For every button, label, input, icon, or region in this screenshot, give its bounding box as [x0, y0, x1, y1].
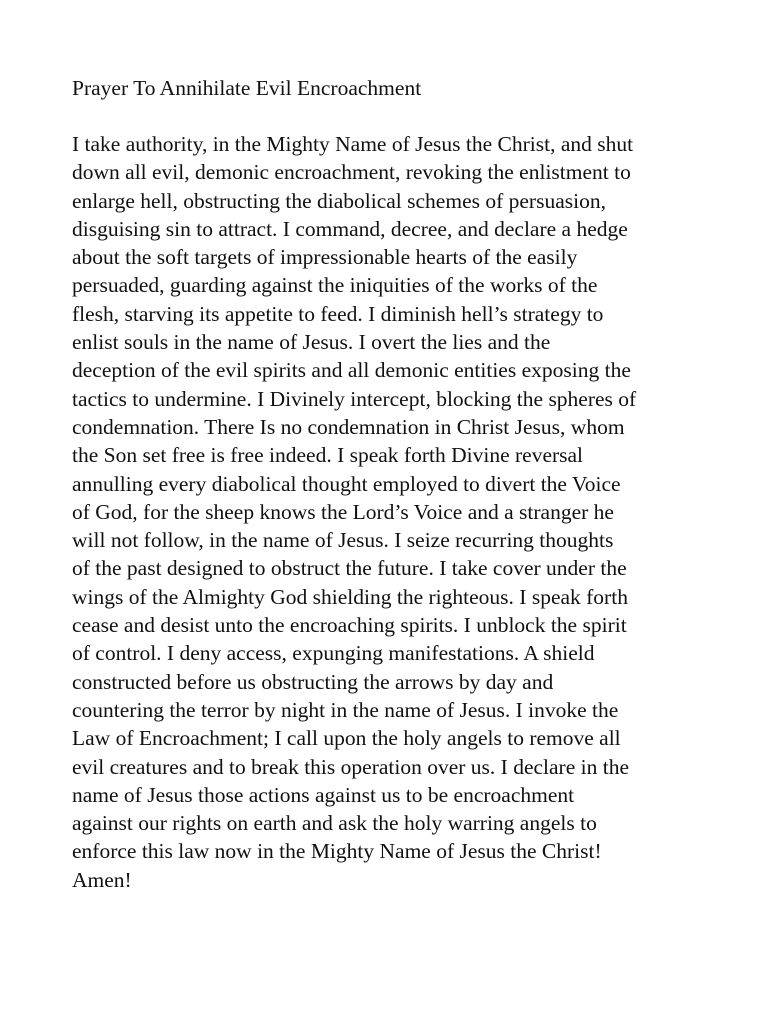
body-line: enlarge hell, obstructing the diabolical schemes of persuasion, [72, 188, 606, 213]
body-line: against our rights on earth and ask the holy warring angels to [72, 811, 597, 836]
body-line: cease and desist unto the encroaching spirits. I unblock the spirit [72, 613, 627, 638]
body-line: annulling every diabolical thought employed to divert the Voice [72, 471, 621, 496]
body-line: name of Jesus those actions against us to be encroachment [72, 782, 575, 807]
body-line: constructed before us obstructing the arrows by day and [72, 669, 554, 694]
body-line: Amen! [72, 867, 132, 892]
body-line: enlist souls in the name of Jesus. I overt the lies and the [72, 330, 551, 355]
body-line: disguising sin to attract. I command, decree, and declare a hedge [72, 216, 628, 241]
body-line: of control. I deny access, expunging manifestations. A shield [72, 641, 595, 666]
body-line: the Son set free is free indeed. I speak forth Divine reversal [72, 443, 584, 468]
document-body [72, 130, 712, 894]
body-line: enforce this law now in the Mighty Name of Jesus the Christ! [72, 839, 602, 864]
body-line: will not follow, in the name of Jesus. I seize recurring thoughts [72, 528, 614, 553]
body-line: persuaded, guarding against the iniquities of the works of the [72, 273, 598, 298]
body-line: condemnation. There Is no condemnation in Christ Jesus, whom [72, 414, 625, 439]
body-line: about the soft targets of impressionable hearts of the easily [72, 245, 578, 270]
body-line: evil creatures and to break this operation over us. I declare in the [72, 754, 629, 779]
body-line: Law of Encroachment; I call upon the holy angels to remove all [72, 726, 621, 751]
body-line: deception of the evil spirits and all demonic entities exposing the [72, 358, 631, 383]
body-line: I take authority, in the Mighty Name of Jesus the Christ, and shut [72, 132, 634, 156]
body-line: countering the terror by night in the name of Jesus. I invoke the [72, 697, 619, 722]
document-title: Prayer To Annihilate Evil Encroachment [72, 76, 422, 100]
body-line: of God, for the sheep knows the Lord’s Voice and a stranger he [72, 499, 614, 524]
body-line: wings of the Almighty God shielding the righteous. I speak forth [72, 584, 628, 609]
body-line: flesh, starving its appetite to feed. I diminish hell’s strategy to [72, 301, 604, 326]
body-line: down all evil, demonic encroachment, revoking the enlistment to [72, 160, 631, 185]
body-line: tactics to undermine. I Divinely intercept, blocking the spheres of [72, 386, 637, 411]
body-line: of the past designed to obstruct the future. I take cover under the [72, 556, 627, 581]
